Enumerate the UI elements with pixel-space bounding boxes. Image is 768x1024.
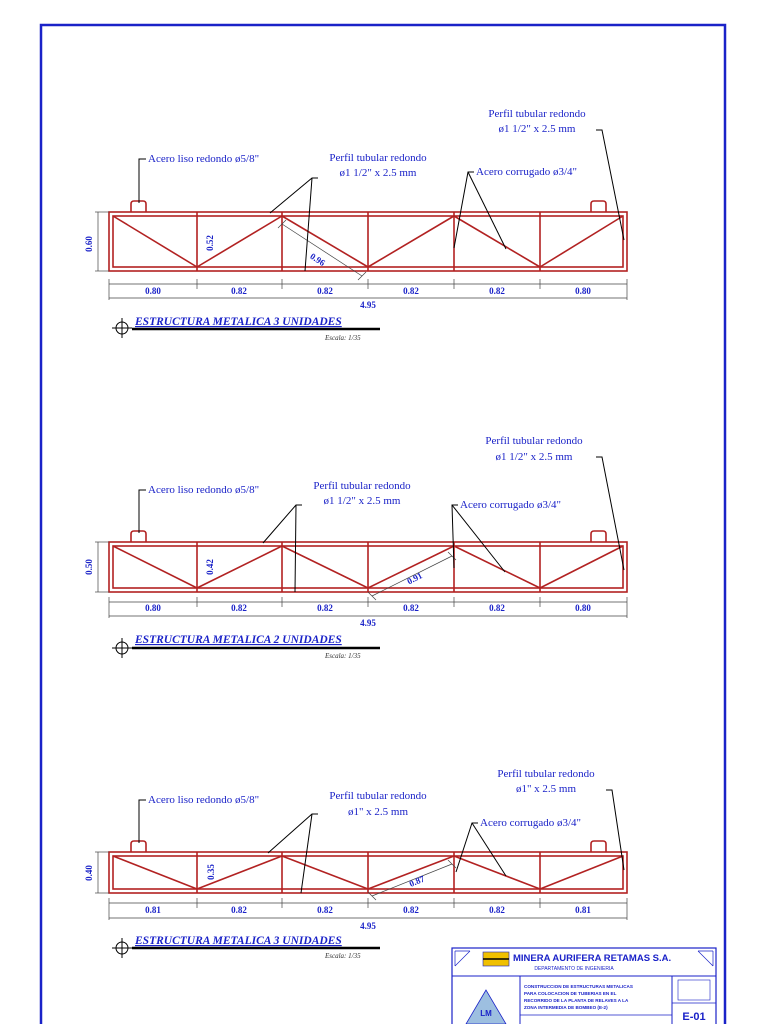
diagonal-member [540, 216, 623, 267]
span-dimension: 0.82 [403, 603, 419, 613]
company-logo [483, 952, 509, 966]
span-dimension: 0.82 [403, 286, 419, 296]
company-name: MINERA AURIFERA RETAMAS S.A. [513, 953, 672, 964]
span-dimension: 0.80 [575, 286, 591, 296]
svg-text:LM: LM [480, 1009, 492, 1018]
project-description-line3: RECORRIDO DE LA PLANTA DE RELAVES A LA [524, 998, 629, 1003]
label-perfil-right-line2: ø1 1/2" x 2.5 mm [498, 123, 576, 135]
label-perfil-right-line1: Perfil tubular redondo [485, 435, 583, 447]
label-perfil-mid-line2: ø1 1/2" x 2.5 mm [339, 167, 417, 179]
truss-1 [84, 108, 627, 342]
label-perfil-mid-line2: ø1 1/2" x 2.5 mm [323, 495, 401, 507]
label-perfil-mid-line1: Perfil tubular redondo [313, 480, 411, 492]
structure-title: ESTRUCTURA METALICA 2 UNIDADES [135, 634, 342, 646]
label-perfil-right-line1: Perfil tubular redondo [488, 108, 586, 120]
total-dimension: 4.95 [360, 921, 376, 931]
scale-label: Escala: 1/35 [325, 652, 361, 660]
span-dimension: 0.81 [575, 905, 591, 915]
span-dimension: 0.82 [403, 905, 419, 915]
lifting-lug-right [591, 531, 606, 542]
department-name: DEPARTAMENTO DE INGENIERIA [534, 966, 614, 972]
project-description-line1: CONSTRUCCION DE ESTRUCTURAS METALICAS [524, 984, 633, 989]
diagonal-member [454, 856, 540, 889]
label-acero-liso: Acero liso redondo ø5/8" [148, 794, 260, 806]
label-perfil-right-line1: Perfil tubular redondo [497, 768, 595, 780]
diagonal-dimension: 0.87 [407, 873, 427, 889]
title-block [452, 948, 716, 1024]
label-perfil-mid-line1: Perfil tubular redondo [329, 790, 427, 802]
truss-2 [84, 435, 627, 660]
total-dimension: 4.95 [360, 300, 376, 310]
truss-3 [84, 768, 627, 960]
span-dimension: 0.82 [317, 286, 333, 296]
height-dimension: 0.40 [84, 865, 94, 881]
diagonal-member [454, 546, 540, 588]
structure-title: ESTRUCTURA METALICA 3 UNIDADES [135, 935, 342, 947]
span-dimension: 0.82 [317, 603, 333, 613]
label-perfil-mid-line1: Perfil tubular redondo [329, 152, 427, 164]
label-acero-liso: Acero liso redondo ø5/8" [148, 484, 260, 496]
span-dimension: 0.82 [317, 905, 333, 915]
diagonal-member [540, 546, 623, 588]
diagonal-member [113, 856, 197, 889]
span-dimension: 0.82 [489, 905, 505, 915]
span-dimension: 0.82 [231, 905, 247, 915]
label-perfil-mid-line2: ø1" x 2.5 mm [347, 806, 409, 818]
label-acero-corrugado: Acero corrugado ø3/4" [480, 817, 582, 829]
diagonal-dimension: 0.91 [405, 570, 424, 587]
span-dimension: 0.82 [231, 603, 247, 613]
scale-label: Escala: 1/35 [325, 334, 361, 342]
span-dimension: 0.80 [145, 286, 161, 296]
span-dimension: 0.82 [489, 603, 505, 613]
project-description-line4: ZONA INTERMEDIA DE BOMBEO (E-2) [524, 1005, 608, 1010]
sheet-code: E-01 [682, 1011, 706, 1023]
lifting-lug-right [591, 201, 606, 212]
diagonal-member [368, 216, 454, 267]
label-perfil-right-line2: ø1" x 2.5 mm [515, 783, 577, 795]
vertical-dimension: 0.52 [205, 235, 215, 251]
diagonal-dimension: 0.96 [308, 251, 327, 268]
total-dimension: 4.95 [360, 618, 376, 628]
structure-title: ESTRUCTURA METALICA 3 UNIDADES [135, 316, 342, 328]
span-dimension: 0.80 [575, 603, 591, 613]
diagonal-member [113, 216, 197, 267]
scale-label: Escala: 1/35 [325, 952, 361, 960]
label-acero-corrugado: Acero corrugado ø3/4" [476, 166, 578, 178]
vertical-dimension: 0.35 [206, 864, 216, 880]
span-dimension: 0.80 [145, 603, 161, 613]
span-dimension: 0.82 [231, 286, 247, 296]
lifting-lug-right [591, 841, 606, 852]
span-dimension: 0.81 [145, 905, 161, 915]
height-dimension: 0.50 [84, 559, 94, 575]
project-description-line2: PARA COLOCACION DE TUBERIAS EN EL [524, 991, 617, 996]
label-perfil-right-line2: ø1 1/2" x 2.5 mm [495, 451, 573, 463]
label-acero-liso: Acero liso redondo ø5/8" [148, 153, 260, 165]
vertical-dimension: 0.42 [205, 559, 215, 575]
diagonal-member [540, 856, 623, 889]
height-dimension: 0.60 [84, 236, 94, 252]
label-acero-corrugado: Acero corrugado ø3/4" [460, 499, 562, 511]
diagonal-member [282, 856, 368, 889]
span-dimension: 0.82 [489, 286, 505, 296]
diagonal-member [113, 546, 197, 588]
diagonal-member [454, 216, 540, 267]
